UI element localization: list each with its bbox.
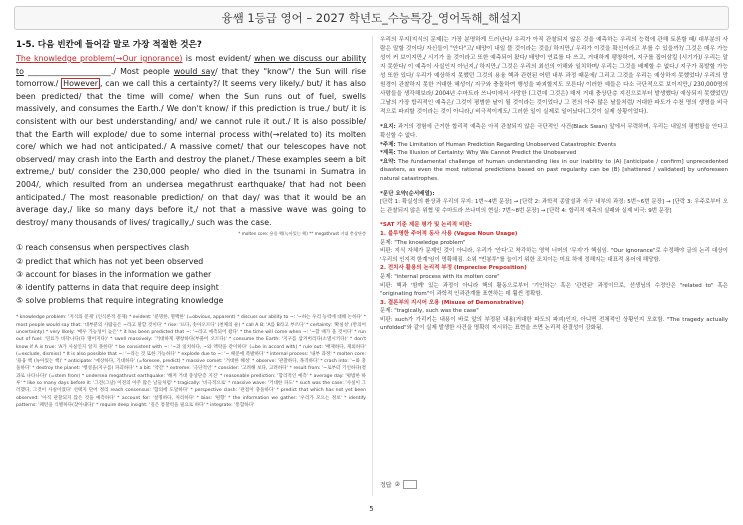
abstract-label: *요약: (380, 158, 396, 165)
explanation-column (380, 36, 728, 506)
question-column (16, 36, 366, 506)
sat-item-2-critique: 비판: 핵과 '함께' 있는 과정이 아니라 핵의 활동으로부터 '기인하는' 혹은 '관련된' 과정이므로, 선생님의 수정안은 "related to" 혹은 "originating from"이 과학적 인과관계를 표현하는 데 훨씬 정확함. (380, 282, 728, 298)
answer-options (16, 241, 366, 307)
column-divider (372, 36, 373, 496)
option-2: ② predict that which has not yet been observed (16, 256, 204, 266)
passage-highlight: The knowledge problem(→Our ignorance) (16, 54, 183, 63)
option-3: ③ account for biases in the information we gather (16, 269, 212, 279)
gist-label: *요지: (380, 124, 396, 131)
passage-blank: _____________________ (28, 66, 111, 76)
option-1: ① reach consensus when perspectives clash (16, 243, 190, 253)
sat-item-2-heading: 2. 전치사 활용의 논리적 부정 (Imprecise Preposition) (380, 265, 527, 272)
answer-box (403, 480, 417, 489)
option-4: ④ identify patterns in data that require deep insight (16, 282, 219, 292)
sat-item-1-critique: 비판: 지식 자체가 문제인 것이 아니라, 우리가 '안다'고 착각하는 영역 너머의 '무지'가 핵심임. "Our ignorance"로 수정해야 글의 논리 대상이 '우리의 인지적 한계'임이 명확해짐. 소위 "빈봉투"를 늘이기 위한 조치이는 미묘 하에 정해지는 대표적 용어에 해당함. (380, 248, 728, 263)
document-title: 융쌤 1등급 영어 – 2027 학년도_수능특강_영어독해_해설지 (221, 11, 522, 25)
sat-item-3-heading: 3. 결론부의 지시어 오용 (Misuse of Demonstrative) (380, 299, 524, 306)
vocabulary-notes: * knowledge problem: '지식의 문제' (인식론적 문제) * evident: '분명한, 명백한' (=obvious, apparent) * discuss our ability to ~: '~하는 우리 능력에 대해 논하다' * most people would say that: '대부분의 사람들은 ~라고 말할 것이다' * rise: '뜨다, 솟아오르다' (천체의 운) * call A B: 'A를 B라고 부르다' * certainty: '확실성' (반의어 uncertainty) * very likely: '매우 가능성이 높은' * it has been predicted that ~: '~라고 예측되어 왔다' * the time will come when ~: '~할 때가 올 것이다' * run out of fuel: '연료가 바닥나다(다 떨어지다)' * swell massively: '거대하게 팽창하다(부풀어 오르다)' * consume the Earth: '지구를 삼켜버리다(소멸시키다)' * don't know if A is true: 'A가 사실인지 알지 못한다' * be consistent with ~: '~과 일치하다, ~와 맥락을 같이하다' (=be in accord with) * rule out: '배제하다, 제외하다' (=exclude, dismiss) * It is also possible that ~: '~라는 것 또한 가능하다' * explode due to ~: '~ 때문에 폭발하다' * internal process: '내부 과정' * molten core: '용융 핵 (녹아있는 핵)' * anticipate: '예상하다, 기대하다' (=foresee, predict) * massive comet: '거대한 혜성' * observe: '관찰하다, 목격하다' * crash into: '~와 충돌하다' * destroy the planet: '행성을(지구를) 파괴하다' * a bit: '약간' * extreme: '극단적인' * consider: '고려해 보다, 고려하다' * result from: '~로부터 기인하다(결과로 나타나다)' (=stem from) * undersea megathrust earthquake: '해저 거대 충상단층 지진' * reasonable prediction: '합리적인 예측' * average day: '평범한 하루' * like so many days before it: '그전(그날) 이전의 아주 많은 날들처럼' * tragically: '비극적으로' * massive wave: '거대한 파도' * such was the case: '사실이 그러했다, 그것이 사실이었다' 선택지 단어 정리 reach consensus: '합의에 도달하다' * perspective clash: '관점이 충돌하다' * predict that which has not yet been observed: '아직 관찰되지 않은 것을 예측하다' * account for: '설명하다, 처리하다' * bias: '편향' * the information we gather: '우리가 모으는 정보' * identify patterns: '패턴을 식별하다(찾아내다)' * require deep insight: '깊은 통찰력을 필요로 하다' * integrate: '통합하다' (16, 315, 366, 408)
topic-text: The Limitation of Human Prediction Regarding Unobserved Catastrophic Events (395, 141, 617, 148)
sat-item-3-critique: 비판: such가 가리키는 내용이 바로 앞의 부정된 내용(거대한 파도의 파괴)인지, 아니면 전체적인 상황인지 모호함. "The tragedy actually unfolded"와 같이 실제 발생한 사건을 명확히 지시하는 표현을 쓰면 논리적 완결성이 강화됨. (380, 316, 728, 332)
title-line (380, 149, 728, 158)
answer-value: ② (394, 481, 400, 488)
footnote: * molten core: 용융 핵(녹아있는 핵) ** megathrust 거대 충상단층 (238, 231, 366, 237)
sat-item-3-problem: 문제: "tragically, such was the case" (380, 308, 479, 315)
passage-text: ./ Most people (110, 66, 174, 76)
summary-block (380, 123, 728, 183)
answer-line (380, 480, 417, 489)
order-block (380, 190, 728, 216)
order-text: [단락 1: 확실성의 환상과 우리의 무지: 1번~4번 문장] → [단락 2: 과학적 종말설과 지구 내부의 과정: 5번~6번 문장] → [단락 3: 우주로부터 오는 관찰되지 않은 위협 및 수마트라 쓰나미의 현실: 7번~8번 문장] → [단락 4: 합리적 예측의 실패와 실제 비극: 9번 문장] (380, 199, 728, 214)
sat-critique-block (380, 221, 728, 333)
passage-underline: would say (173, 66, 216, 76)
abstract-text: The fundamental challenge of human understanding lies in our inability to (A) [anticipate / confirm] unprecedented disasters, as even the most rational predictions based on past regularity can be (B) [shattered / validated] by unforeseen natural catastrophes. (380, 158, 728, 182)
question-title: 1-5. 다음 빈칸에 들어갈 말로 가장 적절한 것은? (16, 40, 202, 50)
topic-label: *주제: (380, 141, 396, 148)
gist-text: 과거의 경험에 근거한 합리적 예측은 아직 관찰되지 않은 극단적인 사건(Black Swan) 앞에서 무력하며, 우리는 내일의 평범함을 안다고 확신할 수 없다. (380, 124, 728, 140)
translation: 우리의 무지(지식의 문제)는 가장 분명하게 드러난다/ 우리가 아직 관찰되지 않은 것을 예측하는 우리의 능력에 관해 토론할 때/ 대부분의 사람은 말할 것이다/ 자신들이 "안다"고/ 태양이 내일 뜰 것이라는 것을/ 하지만,/ 우리가 이것을 확신이라고 부를 수 있을까?/ 그것은 매우 가능성이 커 보이지만,/ 시기가 올 것이라고 또한 예측되어 왔다/ 태양이 연료를 다 쓰고, 거대하게 팽창하여, 지구를 집어삼킬 (시기가)/ 우리는 알지 못한다/ 이 예측이 사실인지 아닌지,/ 하지만,/ 그것은 우리의 최선의 이해와 일치하며/ 우리는 그것을 배제할 수 없다./ 지구가 폭발할 가능성 또한 있다/ 우리가 예상하지 못했던 그것의 용융 핵과 관련된 어떤 내부 과정 때문에/ 그리고 그것을 우리는 예상하지 못했었다/ 우리의 망원경이 관찰하지 못한 거대한 혜성이/ 지구와 충돌하여 행성을 파괴할지도 모른다/ 이러한 예들은 다소 극단적으로 보이지만,/ 230,000명의 사람들을 생각해보라/ 2004년 수마트라 쓰나미에서 사망한 (그런데 그것은) 해저 거대 충상단층 지진으로부터 발생했다/ 예상되지 못했었던/ 그날의 가장 합리적인 예측은/ 그것이 평범한 날이 될 것이라는 것이었다,/ 그 전의 아주 많은 날들처럼/ 거대한 파도가 수천 명의 생명을 비극적으로 파괴할 것이라는 것이 아니라,/ 비극적이게도/ 그러한 일이 실제로 일어났다(그것이 실제 상황이었다). (380, 37, 728, 116)
page-number: 5 (369, 505, 374, 513)
abstract-line (380, 158, 728, 184)
sat-item-1-problem: 문제: "The knowledge problem" (380, 239, 466, 246)
passage-text: , can we call this a certainty?/ It seems very likely./ but/ it has also been predicted/ that the time will come/ when the Sun runs out of fuel, swells massively, and consumes the Earth./ We don't know/ if this prediction is true./ but/ it is consistent with our best understanding/ and/ we cannot rule it out./ It is also possible/ that the Earth will explode/ due to some internal process with(→related to) its molten core/ which we had not anticipated./ A massive comet/ that our telescopes have not observed/ may crash into the Earth and destroy the planet./ These examples seem a bit extreme,/ but/ consider the 230,000 people/ who died in the tsunami in Sumatra in 2004/, which resulted from an undersea megathrust earthquake/ that had not been anticipated./ The most reasonable prediction/ on that day/ was that it would be an average day,/ like so many days before it,/ not that a massive wave was going to destroy/ many thousands of lives/ tragically,/ such was the case. (16, 79, 366, 227)
sat-title: *SAT 기준 제문 평가 및 논리적 비판: (380, 222, 472, 229)
gist-line (380, 123, 728, 140)
passage-text: / that they "know"/ the Sun will rise tomorrow./ (16, 66, 366, 89)
answer-label: 정답 (380, 482, 392, 489)
passage-text: is most evident/ (182, 54, 255, 63)
order-title: *문단 요약(순서배열): (380, 190, 435, 197)
passage-underline: when we discuss our ability to (16, 54, 366, 76)
sat-item-1-heading: 1. 불투명한 주어적 동사 사용 (Vague Noun Usage) (380, 230, 518, 237)
title-text: The Illusion of Certainty: Why We Cannot Predict the Unobserved (395, 150, 577, 157)
passage (16, 53, 366, 229)
document-header (14, 6, 729, 30)
passage-boxed-word: However (63, 79, 98, 89)
sat-item-2-problem: 문제: "internal process with its molten core" (380, 273, 500, 280)
title-label: *제목: (380, 150, 396, 157)
topic-line (380, 141, 728, 150)
option-5: ⑤ solve problems that require integrating knowledge (16, 296, 224, 306)
